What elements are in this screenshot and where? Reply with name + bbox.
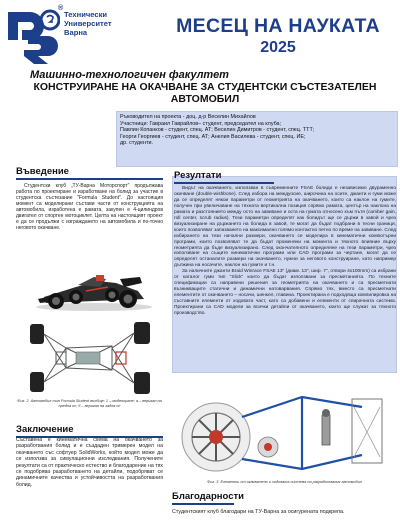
results-paragraph-2: За наличните джанти Braid Winrace FSAE 13" (диам. 13", шир. 7", отвори 4x100mm) са избрани от каталог гуми тип "Slick" които да бъдат използвани за пресмятанията. По техните спецификации са направени решения за геометрията на окачването и са пресметнати възникващите статични и динамични натоварвания. Спрямо тях, вместо са пресметнати елементите от окачването – носачи, шенкел, главина. Проектирана е подходяща компилировка на съставните елементи от ходовата част, като са добавени и елементи от спирачната система. Проектирани са CAD модели за всички детайли от окачването, които ще служат за тяхното производство. bbox=[174, 269, 396, 317]
event-year: 2025 bbox=[260, 39, 296, 56]
registered-mark: ® bbox=[58, 5, 64, 12]
team-members-2: Павлин Копанков - студент, спец. АТ; Веселин Димитров - студент, спец. ТТТ; bbox=[120, 127, 315, 134]
event-title: МЕСЕЦ НА НАУКАТА bbox=[176, 15, 380, 37]
team-members-4: др. студенти. bbox=[120, 140, 153, 147]
thanks-heading bbox=[172, 491, 397, 505]
university-line-1: Технически bbox=[64, 10, 108, 19]
conclusion-heading-text: Заключение bbox=[16, 424, 74, 435]
results-heading-rule bbox=[174, 182, 274, 184]
team-leader: Ръководител на проекта - доц. д-р Веселин Михайлов bbox=[120, 114, 256, 120]
university-name bbox=[58, 5, 144, 37]
thanks-heading-rule bbox=[172, 503, 234, 505]
faculty-name: Машинно-технологичен факултет bbox=[30, 69, 229, 81]
chassis-top-view bbox=[16, 318, 163, 398]
figure-2-caption: Фиг. 3. Елементи от окачването и ходовата система на разработвания автомобил bbox=[207, 480, 362, 484]
university-logo bbox=[4, 6, 60, 68]
thanks-text: Студентският клуб благодари на ТУ-Варна за осигурената подкрепа. bbox=[172, 509, 345, 515]
thanks-heading-text: Благодарности bbox=[172, 491, 244, 502]
university-line-2: Университет bbox=[64, 19, 112, 28]
intro-heading-text: Въведение bbox=[16, 166, 69, 177]
team-members-3: Георги Георгиев - студент, спец. АТ; Анелия Василева - студент, спец. ИЕ; bbox=[120, 133, 306, 140]
poster-title bbox=[30, 81, 380, 105]
results-heading bbox=[174, 170, 274, 184]
results-heading-text: Резултати bbox=[174, 170, 222, 181]
race-car-render bbox=[16, 257, 163, 313]
university-line-3: Варна bbox=[64, 28, 88, 37]
conclusion-text: Съставена е кинематична схема на окачването за разработвания болид и е създаден тримерен модел на окачването със софтуер SolidWorks, който модел може да се използва за симулационни изследвания. Получените резултати са от практическо естество и благодарение на тях се подобрява разработването на детайли, подобряват се динамичните качества и устойчивостта на разработвания болид. bbox=[16, 437, 163, 488]
team-members-1: Участници: Гавраил Гаврайлов– студент, председател на клуба; bbox=[120, 120, 282, 127]
intro-heading bbox=[16, 166, 163, 180]
results-text bbox=[174, 186, 396, 317]
suspension-cad-image bbox=[172, 377, 397, 479]
intro-heading-rule bbox=[16, 178, 163, 180]
conclusion-heading bbox=[16, 424, 163, 438]
poster-title-line-1: КОНСТРУИРАНЕ НА ОКАЧВАНЕ ЗА СТУДЕНТСКИ СЪСТЕЗАТЕЛЕН bbox=[33, 81, 377, 93]
results-paragraph-1: Видът на окачването, използван в съвременните FSAE болиди е независимо двураменно окачване (double-wishbone). След избора на междуосие, широчина на осите, джанти и гуми може да се определят някои параметри от геометрията на окачването, които са наклон на гумите, получен при увеличаване на тяхната вертикална позиция спрямо рамата, център на наклона на рамата и разстоянието между осто на завиване и оста на гумата относено към пътя (camber gain, roll center, scrub radius). Тези параметри определят как болидът ще се държи в завой и чрез визуализиране на държането на болида в завой, те могат да бъдат подбрани в тесни граници, които позволяват запазването на максимално голямо контактно петно по време на завиване. След избирането на тези начални размери, окачването се моделира в кинематични компютърни програми, които позволяват те да бъдат променяни на момента и тяхното влияние върху геометрията да бъде визуализирано. След окончателното определяне на тези параметри, чрез използване на същите кинематични програми или CAD програми за чертане, могат да се определят останалите размери на окачването, нужни за неговото конструиране, като например дължина на носачите, наклон на гумите и т.н. bbox=[174, 186, 396, 269]
team-box bbox=[116, 111, 398, 167]
figure-1-caption: Фиг. 2. Автомобил тип Formula Student въобще: 1 – моделиране; а – вериган на предна ос; б – вериган на задна ос bbox=[17, 399, 162, 408]
intro-text: Студентски клуб „ТУ-Варна Моторспорт" продължава работа по проектиране и изработване на болид за участие в студентска състезание "Formula Student". До настоящия момент са моделирани състави части от конструкцията на автомобила, изработена е рамата, закупен е 4-цилиндров двигател от спортен мотоциклет. Целта на настоящият проект е да се продължи с изграждането на автомобила и по-точно неговото окачване. bbox=[16, 183, 163, 231]
poster-title-line-2: АВТОМОБИЛ bbox=[170, 93, 240, 105]
